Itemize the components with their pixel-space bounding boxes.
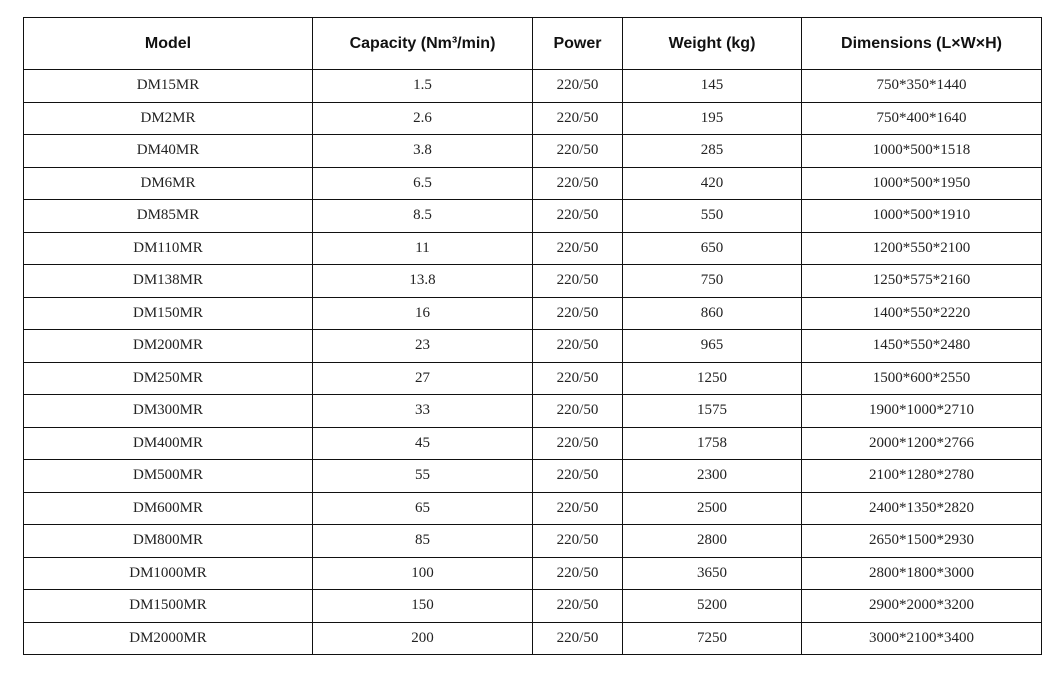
cell-dimensions: 2000*1200*2766 (802, 427, 1042, 460)
header-power: Power (533, 18, 623, 70)
cell-weight: 750 (623, 265, 802, 298)
cell-capacity: 45 (313, 427, 533, 460)
cell-power: 220/50 (533, 362, 623, 395)
cell-capacity: 2.6 (313, 102, 533, 135)
cell-power: 220/50 (533, 622, 623, 655)
cell-dimensions: 750*350*1440 (802, 70, 1042, 103)
cell-model: DM600MR (24, 492, 313, 525)
cell-model: DM2MR (24, 102, 313, 135)
cell-dimensions: 1000*500*1518 (802, 135, 1042, 168)
cell-dimensions: 2100*1280*2780 (802, 460, 1042, 493)
header-row (24, 18, 1042, 70)
cell-power: 220/50 (533, 427, 623, 460)
cell-weight: 195 (623, 102, 802, 135)
table-row (24, 362, 1042, 395)
cell-power: 220/50 (533, 232, 623, 265)
cell-capacity: 200 (313, 622, 533, 655)
cell-model: DM40MR (24, 135, 313, 168)
cell-weight: 2800 (623, 525, 802, 558)
table-row (24, 102, 1042, 135)
table-row (24, 232, 1042, 265)
table-row (24, 427, 1042, 460)
table-row (24, 200, 1042, 233)
cell-model: DM250MR (24, 362, 313, 395)
cell-dimensions: 1900*1000*2710 (802, 395, 1042, 428)
cell-capacity: 6.5 (313, 167, 533, 200)
cell-weight: 550 (623, 200, 802, 233)
cell-weight: 2500 (623, 492, 802, 525)
table-row (24, 265, 1042, 298)
table-body (24, 70, 1042, 655)
cell-model: DM110MR (24, 232, 313, 265)
cell-dimensions: 1400*550*2220 (802, 297, 1042, 330)
cell-power: 220/50 (533, 102, 623, 135)
spec-sheet (23, 17, 1041, 655)
cell-model: DM1500MR (24, 590, 313, 623)
cell-weight: 7250 (623, 622, 802, 655)
table-row (24, 70, 1042, 103)
header-weight: Weight (kg) (623, 18, 802, 70)
table-row (24, 135, 1042, 168)
cell-power: 220/50 (533, 395, 623, 428)
cell-dimensions: 1250*575*2160 (802, 265, 1042, 298)
cell-capacity: 85 (313, 525, 533, 558)
cell-dimensions: 2400*1350*2820 (802, 492, 1042, 525)
cell-capacity: 55 (313, 460, 533, 493)
cell-power: 220/50 (533, 557, 623, 590)
cell-power: 220/50 (533, 167, 623, 200)
header-dimensions: Dimensions (L×W×H) (802, 18, 1042, 70)
cell-dimensions: 3000*2100*3400 (802, 622, 1042, 655)
cell-weight: 1575 (623, 395, 802, 428)
cell-capacity: 27 (313, 362, 533, 395)
cell-capacity: 65 (313, 492, 533, 525)
table-row (24, 557, 1042, 590)
table-row (24, 525, 1042, 558)
cell-capacity: 3.8 (313, 135, 533, 168)
cell-dimensions: 1000*500*1910 (802, 200, 1042, 233)
cell-capacity: 13.8 (313, 265, 533, 298)
table-row (24, 622, 1042, 655)
cell-power: 220/50 (533, 590, 623, 623)
cell-weight: 650 (623, 232, 802, 265)
cell-dimensions: 1200*550*2100 (802, 232, 1042, 265)
cell-power: 220/50 (533, 70, 623, 103)
header-capacity: Capacity (Nm³/min) (313, 18, 533, 70)
cell-power: 220/50 (533, 297, 623, 330)
cell-capacity: 11 (313, 232, 533, 265)
cell-capacity: 150 (313, 590, 533, 623)
cell-dimensions: 1500*600*2550 (802, 362, 1042, 395)
cell-capacity: 23 (313, 330, 533, 363)
table-row (24, 460, 1042, 493)
table-row (24, 590, 1042, 623)
cell-capacity: 1.5 (313, 70, 533, 103)
header-model: Model (24, 18, 313, 70)
cell-model: DM85MR (24, 200, 313, 233)
cell-weight: 5200 (623, 590, 802, 623)
cell-weight: 1758 (623, 427, 802, 460)
cell-model: DM200MR (24, 330, 313, 363)
cell-weight: 420 (623, 167, 802, 200)
cell-power: 220/50 (533, 135, 623, 168)
cell-dimensions: 2900*2000*3200 (802, 590, 1042, 623)
spec-table (23, 17, 1042, 655)
table-row (24, 395, 1042, 428)
cell-model: DM138MR (24, 265, 313, 298)
cell-capacity: 16 (313, 297, 533, 330)
cell-power: 220/50 (533, 200, 623, 233)
cell-power: 220/50 (533, 330, 623, 363)
cell-weight: 1250 (623, 362, 802, 395)
cell-dimensions: 1000*500*1950 (802, 167, 1042, 200)
cell-weight: 145 (623, 70, 802, 103)
cell-dimensions: 2800*1800*3000 (802, 557, 1042, 590)
cell-model: DM6MR (24, 167, 313, 200)
table-row (24, 330, 1042, 363)
cell-dimensions: 750*400*1640 (802, 102, 1042, 135)
cell-weight: 860 (623, 297, 802, 330)
cell-model: DM15MR (24, 70, 313, 103)
cell-dimensions: 1450*550*2480 (802, 330, 1042, 363)
cell-weight: 965 (623, 330, 802, 363)
table-row (24, 492, 1042, 525)
cell-power: 220/50 (533, 492, 623, 525)
table-row (24, 297, 1042, 330)
cell-model: DM300MR (24, 395, 313, 428)
cell-power: 220/50 (533, 460, 623, 493)
cell-model: DM150MR (24, 297, 313, 330)
cell-weight: 2300 (623, 460, 802, 493)
cell-capacity: 33 (313, 395, 533, 428)
cell-power: 220/50 (533, 525, 623, 558)
cell-model: DM400MR (24, 427, 313, 460)
cell-weight: 285 (623, 135, 802, 168)
cell-capacity: 8.5 (313, 200, 533, 233)
cell-model: DM800MR (24, 525, 313, 558)
cell-model: DM2000MR (24, 622, 313, 655)
cell-model: DM1000MR (24, 557, 313, 590)
table-header (24, 18, 1042, 70)
cell-weight: 3650 (623, 557, 802, 590)
table-row (24, 167, 1042, 200)
cell-power: 220/50 (533, 265, 623, 298)
cell-dimensions: 2650*1500*2930 (802, 525, 1042, 558)
cell-model: DM500MR (24, 460, 313, 493)
cell-capacity: 100 (313, 557, 533, 590)
